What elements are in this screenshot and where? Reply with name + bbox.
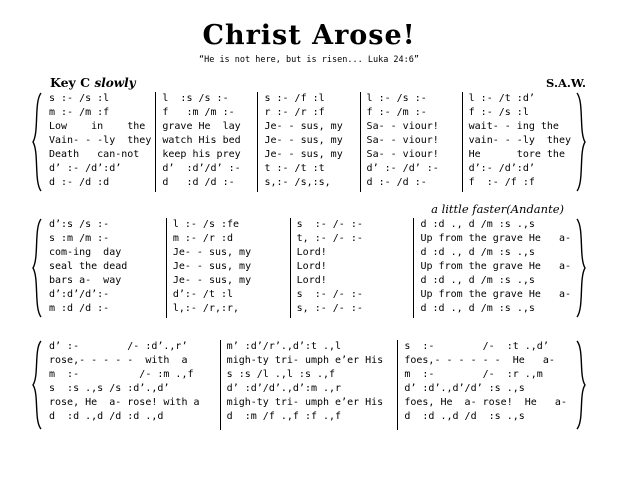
sol-fa-line: l :- /t :d’ (468, 93, 535, 105)
sol-fa-line: d :d ., d /m :s .,s (420, 303, 535, 315)
sol-fa-line: d’ :- /d’:d’ (49, 163, 122, 175)
lyric-line: Je- - sus, my (172, 275, 252, 287)
measure-2-3 (290, 218, 414, 318)
page-title: Christ Arose! (202, 20, 416, 51)
staff-system-3 (30, 340, 588, 430)
sol-fa-line: m :- /m :f (49, 107, 110, 119)
lyric-line: watch His bed (162, 135, 241, 147)
measure-2-4 (413, 218, 575, 318)
sol-fa-line: s :m /m :- (49, 233, 110, 245)
sol-fa-line: d :- /d :- (366, 177, 427, 189)
measures-2 (43, 218, 575, 318)
lyric-line: Up from the grave He a- (420, 289, 571, 301)
sol-fa-line: l :- /s :- (366, 93, 427, 105)
sol-fa-line: m’ :d’/r’.,d’:t .,l (226, 341, 342, 353)
sol-fa-line: l,:- /r,:r, (172, 303, 240, 315)
tempo-text: slowly (94, 76, 136, 91)
lyric-line: Low in the (49, 121, 146, 133)
lyric-line: foes,- - - - - - He a- (404, 355, 555, 367)
lyric-line: seal the dead (49, 261, 128, 273)
lyric-line: He tore the (468, 149, 565, 161)
lyric-line: Death can-not (49, 149, 140, 161)
measure-3-2 (220, 340, 398, 430)
sol-fa-line: d :d /d :- (162, 177, 235, 189)
lyric-line: Lord! (296, 261, 327, 273)
measures-3 (43, 340, 575, 430)
lyric-line: wait- - ing the (468, 121, 559, 133)
lyric-line: Je- - sus, my (172, 247, 252, 259)
sol-fa-line: d :d .,d /d :s .,s (404, 411, 525, 423)
lyric-line: migh-ty tri- umph e’er His (226, 397, 384, 409)
lyric-line: Sa- - viour! (366, 149, 439, 161)
sol-fa-line: d’ :- /d’ :- (366, 163, 439, 175)
sol-fa-line: m :d /d :- (49, 303, 110, 315)
staff-system-2 (30, 218, 588, 318)
sol-fa-line: d’ :d’.,d’/d’ :s .,s (404, 383, 525, 395)
brace-left-2 (30, 218, 43, 318)
lyric-line: rose,- - - - - with a (49, 355, 188, 367)
sol-fa-line: d :d ., d /m :s .,s (420, 275, 535, 287)
measure-1-2 (155, 92, 257, 192)
sol-fa-line: d’:- /d’:d’ (468, 163, 535, 175)
sol-fa-line: d :d ., d /m :s .,s (420, 219, 535, 231)
lyric-line: Up from the grave He a- (420, 233, 571, 245)
sol-fa-line: l :s /s :- (162, 93, 229, 105)
sol-fa-line: s, :- /- :- (296, 303, 363, 315)
lyric-line: com-ing day (49, 247, 122, 259)
sol-fa-line: m :- /r :d (172, 233, 234, 245)
lyric-line: Up from the grave He a- (420, 261, 571, 273)
sol-fa-line: d :m /f .,f :f .,f (226, 411, 342, 423)
lyric-line: Je- - sus, my (264, 149, 343, 161)
lyric-line: Je- - sus, my (264, 121, 343, 133)
lyric-line: Sa- - viour! (366, 135, 439, 147)
lyric-line: rose, He a- rose! with a (49, 397, 200, 409)
lyric-line: Sa- - viour! (366, 121, 439, 133)
song-sheet-page (0, 22, 618, 502)
sol-fa-line: d :d ., d /m :s .,s (420, 247, 535, 259)
sol-fa-line: f :- /f :f (468, 177, 535, 189)
lyric-line: vain- - -ly they (468, 135, 571, 147)
sol-fa-line: m :- /- :m .,f (49, 369, 194, 381)
sol-fa-line: f :- /s :l (468, 107, 529, 119)
lyric-line: Lord! (296, 275, 327, 287)
composer-credit: S.A.W. (546, 76, 586, 91)
sol-fa-line: t :- /t :t (264, 163, 325, 175)
measure-1-1 (43, 92, 155, 192)
tempo-marking: a little faster(Andante) (431, 202, 564, 217)
lyric-line: migh-ty tri- umph e’er His (226, 355, 384, 367)
measure-3-3 (397, 340, 575, 430)
measures-1 (43, 92, 575, 192)
lyric-line: bars a- way (49, 275, 122, 287)
lyric-line: Lord! (296, 247, 327, 259)
sol-fa-line: s :s .,s /s :d’.,d’ (49, 383, 170, 395)
key-text: Key C (50, 75, 91, 91)
measure-1-3 (257, 92, 359, 192)
measure-2-1 (43, 218, 166, 318)
key-signature (50, 75, 136, 90)
score-header-2 (28, 202, 590, 216)
lyric-line: grave He lay (162, 121, 241, 133)
sol-fa-line: d’:s /s :- (49, 219, 110, 231)
sol-fa-line: s :- /f :l (264, 93, 325, 105)
measure-1-5 (462, 92, 575, 192)
measure-3-1 (43, 340, 220, 430)
lyric-line: Vain- - -ly they (49, 135, 152, 147)
sol-fa-line: d’:d’/d’:- (49, 289, 110, 301)
sol-fa-line: d :d .,d /d :d .,d (49, 411, 164, 423)
brace-left-1 (30, 92, 43, 192)
brace-right-2 (575, 218, 588, 318)
sol-fa-line: r :- /r :f (264, 107, 325, 119)
sol-fa-line: s :- /- :t .,d’ (404, 341, 549, 353)
staff-system-1 (30, 92, 588, 192)
lyric-line: foes, He a- rose! He a- (404, 397, 567, 409)
sol-fa-line: d’ :d’/d’ :- (162, 163, 241, 175)
score-header (28, 75, 590, 90)
sol-fa-line: d’:- /t :l (172, 289, 234, 301)
lyric-line: Je- - sus, my (172, 261, 252, 273)
sol-fa-line: s :- /s :l (49, 93, 110, 105)
scripture-subtitle: “He is not here, but is risen... Luka 24:6” (198, 55, 420, 66)
sol-fa-line: d’ :- /- :d’.,r’ (49, 341, 188, 353)
sol-fa-line: s :- /- :- (296, 289, 363, 301)
sol-fa-line: f :m /m :- (162, 107, 235, 119)
sol-fa-line: s :s /l .,l :s .,f (226, 369, 336, 381)
sol-fa-line: s,:- /s,:s, (264, 177, 331, 189)
lyric-line: keep his prey (162, 149, 241, 161)
lyric-line: Je- - sus, my (264, 135, 343, 147)
brace-right-1 (575, 92, 588, 192)
brace-right-3 (575, 340, 588, 430)
measure-2-2 (166, 218, 290, 318)
sol-fa-line: s :- /- :- (296, 219, 363, 231)
brace-left-3 (30, 340, 43, 430)
sol-fa-line: t, :- /- :- (296, 233, 363, 245)
sol-fa-line: l :- /s :fe (172, 219, 240, 231)
measure-1-4 (360, 92, 462, 192)
sol-fa-line: d’ :d’/d’.,d’:m .,r (226, 383, 342, 395)
sol-fa-line: f :- /m :- (366, 107, 427, 119)
sol-fa-line: d :- /d :d (49, 177, 110, 189)
sol-fa-line: m :- /- :r .,m (404, 369, 543, 381)
